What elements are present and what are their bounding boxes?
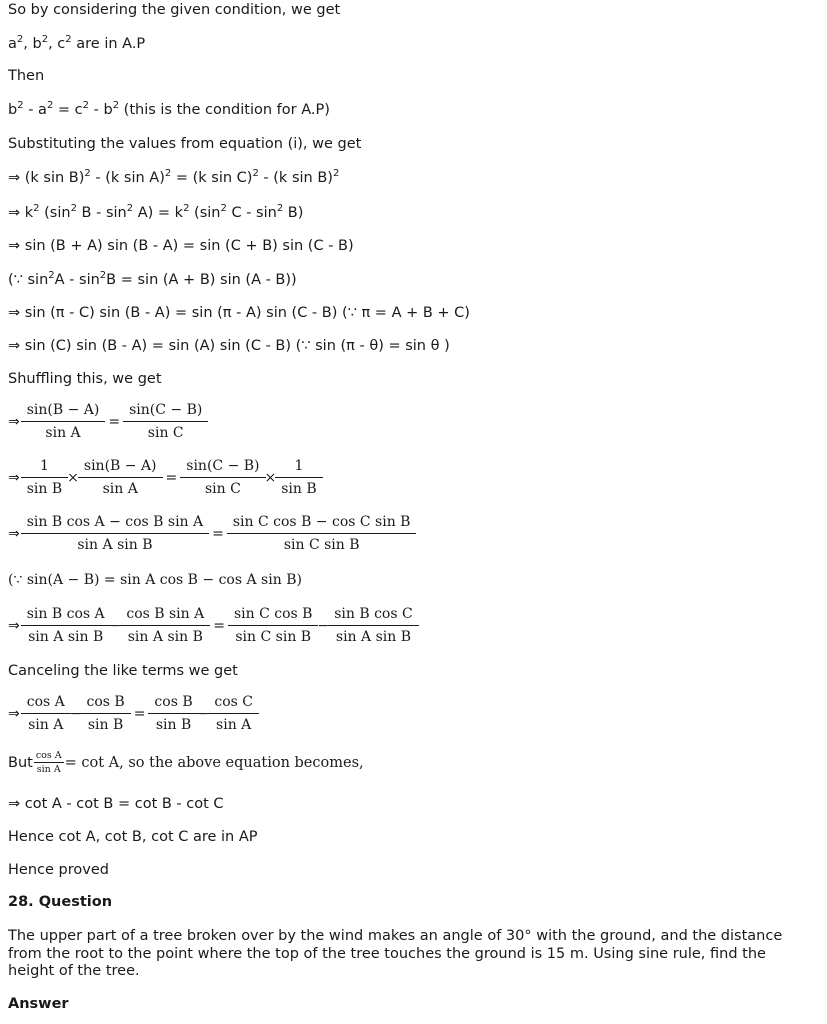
- text-line: ⇒ cot A - cot B = cot B - cot C: [8, 796, 224, 812]
- implies-symbol: ⇒: [8, 469, 20, 486]
- fraction: $\frac{\text{sin C cos B − cos C sin B}}{\text{sin C sin B}}$: [230, 514, 414, 553]
- implies-symbol: ⇒: [8, 525, 20, 542]
- text-line: Shuffling this, we get: [8, 371, 162, 387]
- text-line: Hence proved: [8, 862, 109, 878]
- equation-row: ⇒ $\frac{\sin(B - A)}{\text{sin A}}$ = $\frac{\sin(C - B)}{\text{sin C}}$: [8, 402, 207, 441]
- fraction: $\frac{\text{sin C cos B}}{\text{sin C sin B}}$: [231, 606, 315, 645]
- fraction: $\frac{\text{cos A}}{\text{sin A}}$: [35, 750, 62, 775]
- fraction: $\frac{\text{cos B sin A}}{\text{sin A sin B}}$: [123, 606, 207, 645]
- fraction: $\frac{\text{cos B}}{\text{sin B}}$: [151, 694, 195, 733]
- identity-note: (∵ sin(A − B) = sin A cos B − cos A sin B): [8, 572, 302, 588]
- equation-row: ⇒ $\frac{1}{\text{sin B}}$ × $\frac{\sin(B - A)}{\text{sin A}}$ = $\frac{\sin(C - B)}{\text{sin C}}$ × $\frac{1}{\text{sin B}}$: [8, 458, 322, 497]
- text-line: ⇒ (k sin B)$^2$ - (k sin A)$^2$ = (k sin C)$^2$ - (k sin B)$^2$: [8, 168, 340, 186]
- fraction: $\frac{\sin(C - B)}{\text{sin C}}$: [126, 402, 205, 441]
- question-heading: 28. Question: [8, 894, 113, 910]
- text-line: $a^2$, $b^2$, $c^2$ are in A.P: [8, 34, 146, 52]
- text-line: Hence cot A, cot B, cot C are in AP: [8, 829, 258, 845]
- fraction: $\frac{\text{cos A}}{\text{sin A}}$: [24, 694, 68, 733]
- text-line: ⇒ $k^2$ ($\sin^2$ $B - \sin^2 A) = k^2$ ($\sin^2$ C - $\sin^2 B$): [8, 203, 304, 221]
- text-line: ⇒ sin (B + A) sin (B - A) = sin (C + B) sin (C - B): [8, 238, 354, 254]
- fraction: $\frac{\sin(B - A)}{\text{sin A}}$: [81, 458, 160, 497]
- implies-symbol: ⇒: [8, 617, 20, 634]
- text-line: ⇒ sin (π - C) sin (B - A) = sin (π - A) sin (C - B) (∵ π = A + B + C): [8, 305, 470, 321]
- answer-heading: Answer: [8, 996, 69, 1012]
- fraction: $\frac{\text{cos B}}{\text{sin B}}$: [83, 694, 127, 733]
- fraction: $\frac{1}{\text{sin B}}$: [278, 458, 319, 497]
- fraction: $\frac{1}{\text{sin B}}$: [24, 458, 65, 497]
- equation-row: ⇒ $\frac{\text{sin B cos A − cos B sin A}}{\text{sin A sin B}}$ = $\frac{\text{sin C cos B − cos C sin B}}{\text{sin C sin B}}$: [8, 514, 415, 553]
- fraction: $\frac{\text{cos C}}{\text{sin A}}$: [211, 694, 256, 733]
- equation-row: ⇒ $\frac{\text{sin B cos A}}{\text{sin A sin B}}$ − $\frac{\text{cos B sin A}}{\text{sin A sin B}}$ = $\frac{\text{sin C cos B}}{\text{sin C sin B}}$ − $\frac{\text{sin B cos C}}{\text{sin A sin B}}$: [8, 606, 418, 645]
- text-line: ⇒ sin (C) sin (B - A) = sin (A) sin (C - B) (∵ sin (π - θ) = sin θ ): [8, 338, 450, 354]
- text-line: Then: [8, 68, 45, 84]
- text-line: But $\frac{\text{cos A}}{\text{sin A}}$ = cot A, so the above equation becomes,: [8, 750, 364, 775]
- fraction: $\frac{\sin(C - B)}{\text{sin C}}$: [183, 458, 262, 497]
- implies-symbol: ⇒: [8, 413, 20, 430]
- text-line: Canceling the like terms we get: [8, 663, 238, 679]
- text-line: So by considering the given condition, we get: [8, 2, 341, 18]
- fraction: $\frac{\text{sin B cos A}}{\text{sin A sin B}}$: [24, 606, 108, 645]
- fraction: $\frac{\sin(B - A)}{\text{sin A}}$: [24, 402, 103, 441]
- fraction: $\frac{\text{sin B cos C}}{\text{sin A sin B}}$: [331, 606, 415, 645]
- text-line: $b^2 - a^2 = c^2 - b^2$ (this is the condition for A.P): [8, 100, 330, 118]
- fraction: $\frac{\text{sin B cos A − cos B sin A}}{\text{sin A sin B}}$: [24, 514, 206, 553]
- implies-symbol: ⇒: [8, 705, 20, 722]
- question-body: The upper part of a tree broken over by the wind makes an angle of 30° with the ground, and the distance from the root to the point where the top of the tree touches the ground is 15 m. Using sine rule, find the height of the tree.: [8, 928, 783, 979]
- equation-row: ⇒ $\frac{\text{cos A}}{\text{sin A}}$ − $\frac{\text{cos B}}{\text{sin B}}$ = $\frac{\text{cos B}}{\text{sin B}}$ − $\frac{\text{cos C}}{\text{sin A}}$: [8, 694, 258, 733]
- text-line: (∵ $\sin^2A - \sin^2B = \sin (A + B)$ sin (A - B)): [8, 270, 297, 288]
- text-line: Substituting the values from equation (i), we get: [8, 136, 362, 152]
